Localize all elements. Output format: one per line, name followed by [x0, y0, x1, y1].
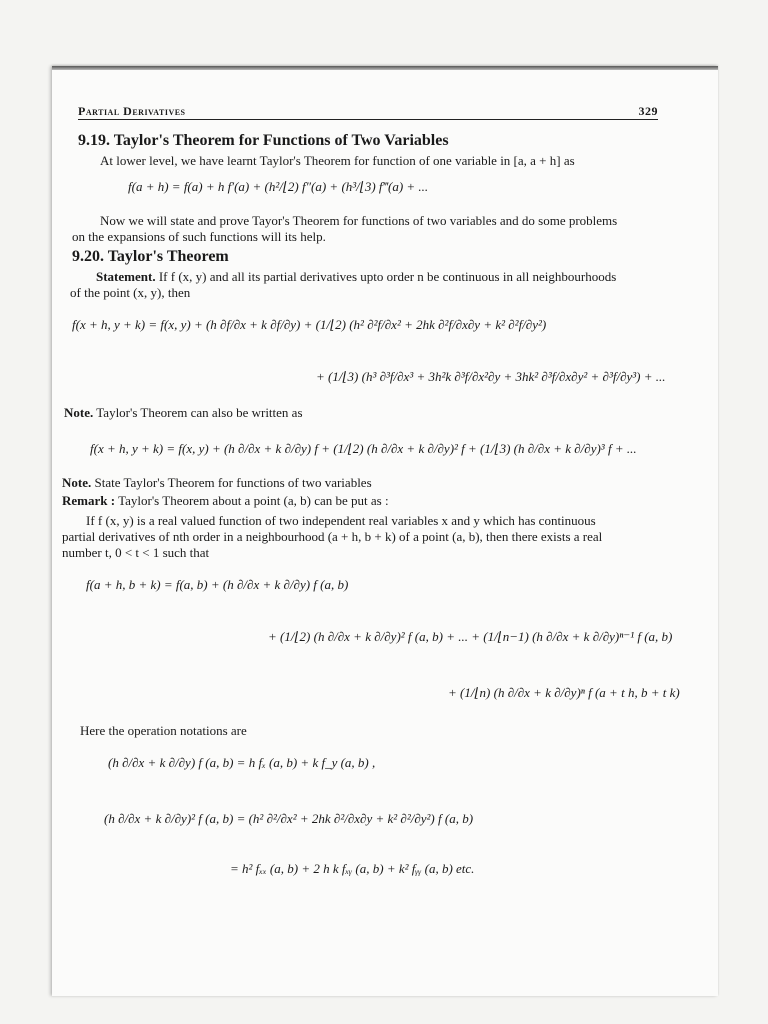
- statement-text: If f (x, y) and all its partial derivatives upto order n be continuous in all neighbourhoods: [158, 269, 617, 284]
- remark-text: Taylor's Theorem about a point (a, b) can be put as :: [118, 493, 389, 508]
- statement-line2: of the point (x, y), then: [70, 285, 191, 300]
- operation-second-order: (h ∂/∂x + k ∂/∂y)² f (a, b) = (h² ∂²/∂x² + 2hk ∂²/∂x∂y + k² ∂²/∂y²) f (a, b): [104, 811, 474, 826]
- taylor-ab-line1: f(a + h, b + k) = f(a, b) + (h ∂/∂x + k ∂/∂y) f (a, b): [86, 577, 349, 592]
- statement-label: Statement.: [96, 269, 156, 284]
- operation-first-order: (h ∂/∂x + k ∂/∂y) f (a, b) = h fₓ (a, b) + k f_y (a, b) ,: [108, 755, 376, 770]
- remark-para-line2: partial derivatives of nth order in a neighbourhood (a + h, b + k) of a point (a, b), then there exists a real: [62, 529, 603, 544]
- taylor-operator-form: f(x + h, y + k) = f(x, y) + (h ∂/∂x + k ∂/∂y) f + (1/⌊2) (h ∂/∂x + k ∂/∂y)² f + (1/⌊3) (h ∂/∂x + k ∂/∂y)³ f + ...: [90, 441, 637, 456]
- header-rule: [78, 119, 658, 120]
- note2-text: State Taylor's Theorem for functions of two variables: [94, 475, 372, 490]
- remark-label: Remark :: [62, 493, 116, 508]
- taylor-ab-line3: + (1/⌊n) (h ∂/∂x + k ∂/∂y)ⁿ f (a + t h, b + t k): [448, 685, 680, 700]
- taylor-expansion-line2: + (1/⌊3) (h³ ∂³f/∂x³ + 3h²k ∂³f/∂x²∂y + 3hk² ∂³f/∂x∂y² + ∂³f/∂y³) + ...: [316, 369, 666, 384]
- operation-second-order-expanded: = h² fₓₓ (a, b) + 2 h k fₓᵧ (a, b) + k² fᵧᵧ (a, b) etc.: [230, 861, 475, 876]
- note1-label: Note.: [64, 405, 94, 420]
- page-top-edge: [52, 66, 718, 70]
- remark-para-line1: If f (x, y) is a real valued function of two independent real variables x and y which has continuous: [86, 513, 596, 528]
- section-9-19-line3: on the expansions of such functions will its help.: [72, 229, 326, 244]
- note1-text: Taylor's Theorem can also be written as: [96, 405, 303, 420]
- page-number: 329: [638, 104, 658, 118]
- section-9-19-title: 9.19. Taylor's Theorem for Functions of Two Variables: [78, 132, 449, 149]
- remark-para-line3: number t, 0 < t < 1 such that: [62, 545, 210, 560]
- operation-notation-intro: Here the operation notations are: [80, 723, 247, 738]
- taylor-one-variable-equation: f(a + h) = f(a) + h f′(a) + (h²/⌊2) f″(a) + (h³/⌊3) f‴(a) + ...: [128, 179, 429, 194]
- section-9-20-title: 9.20. Taylor's Theorem: [72, 248, 229, 265]
- header-title: Partial Derivatives: [78, 104, 186, 118]
- taylor-expansion-line1: f(x + h, y + k) = f(x, y) + (h ∂f/∂x + k ∂f/∂y) + (1/⌊2) (h² ∂²f/∂x² + 2hk ∂²f/∂x∂y + k² ∂²f/∂y²): [72, 317, 547, 332]
- statement-line1: [96, 270, 616, 284]
- note2-label: Note.: [62, 475, 92, 490]
- section-9-19-intro: At lower level, we have learnt Taylor's Theorem for function of one variable in [a, a + h] as: [100, 153, 575, 168]
- taylor-ab-line2: + (1/⌊2) (h ∂/∂x + k ∂/∂y)² f (a, b) + ... + (1/⌊n−1) (h ∂/∂x + k ∂/∂y)ⁿ⁻¹ f (a, b): [268, 629, 673, 644]
- note1-line: [64, 406, 303, 420]
- section-9-19-line2: Now we will state and prove Tayor's Theorem for functions of two variables and do some problems: [100, 213, 618, 228]
- note2-line: [62, 476, 372, 490]
- remark-line: [62, 494, 389, 508]
